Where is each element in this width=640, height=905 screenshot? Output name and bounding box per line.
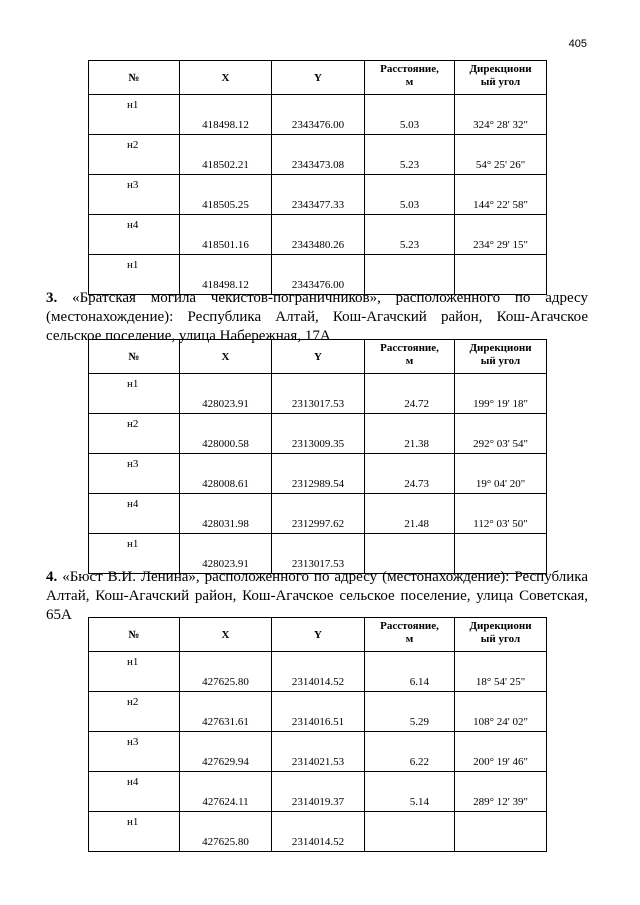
direction-angle-cell: 200° 19' 46" <box>455 732 547 772</box>
distance-cell: 5.29 <box>365 692 455 732</box>
x-coordinate-cell: 428000.58 <box>180 414 272 454</box>
distance-cell: 5.03 <box>365 95 455 135</box>
x-coordinate-cell: 418505.25 <box>180 175 272 215</box>
header-distance: Расстояние, м <box>365 61 455 95</box>
header-number: № <box>89 340 180 374</box>
table-row <box>89 494 547 534</box>
table-header-row <box>89 340 547 374</box>
point-number-cell: н1 <box>89 652 180 692</box>
table-header-row <box>89 61 547 95</box>
section-4-number: 4. <box>46 569 58 585</box>
header-y: Y <box>272 618 365 652</box>
direction-angle-cell: 112° 03' 50" <box>455 494 547 534</box>
distance-cell: 6.22 <box>365 732 455 772</box>
distance-cell: 21.48 <box>365 494 455 534</box>
point-number-cell: н2 <box>89 135 180 175</box>
header-x: X <box>180 618 272 652</box>
direction-angle-cell: 54° 25' 26" <box>455 135 547 175</box>
table-row <box>89 692 547 732</box>
direction-angle-cell: 18° 54' 25" <box>455 652 547 692</box>
header-angle: Дирекциони ый угол <box>455 61 547 95</box>
header-angle: Дирекциони ый угол <box>455 340 547 374</box>
x-coordinate-cell: 428031.98 <box>180 494 272 534</box>
point-number-cell: н3 <box>89 175 180 215</box>
distance-cell: 24.73 <box>365 454 455 494</box>
y-coordinate-cell: 2313009.35 <box>272 414 365 454</box>
y-coordinate-cell: 2343477.33 <box>272 175 365 215</box>
table-row <box>89 454 547 494</box>
header-x: X <box>180 340 272 374</box>
header-angle: Дирекциони ый угол <box>455 618 547 652</box>
table-row <box>89 215 547 255</box>
distance-cell: 5.14 <box>365 772 455 812</box>
x-coordinate-cell: 418498.12 <box>180 95 272 135</box>
direction-angle-cell: 108° 24' 02" <box>455 692 547 732</box>
coordinates-table-1 <box>88 60 547 295</box>
direction-angle-cell: 234° 29' 15" <box>455 215 547 255</box>
y-coordinate-cell: 2314019.37 <box>272 772 365 812</box>
point-number-cell: н4 <box>89 494 180 534</box>
y-coordinate-cell: 2312989.54 <box>272 454 365 494</box>
x-coordinate-cell: 427631.61 <box>180 692 272 732</box>
coordinates-table-2 <box>88 339 547 574</box>
section-4-text: «Бюст В.И. Ленина», расположенного по адресу (местонахождение): Республика Алтай, Кош-Агачский район, Кош-Агачское сельское поселение, улица Советская, 65А <box>46 569 589 623</box>
distance-cell: 5.23 <box>365 135 455 175</box>
section-3-number: 3. <box>46 290 58 306</box>
header-distance: Расстояние, м <box>365 618 455 652</box>
header-number: № <box>89 61 180 95</box>
x-coordinate-cell: 418501.16 <box>180 215 272 255</box>
distance-cell: 21.38 <box>365 414 455 454</box>
page-number: 405 <box>568 38 587 50</box>
point-number-cell: н2 <box>89 692 180 732</box>
x-coordinate-cell: 428023.91 <box>180 374 272 414</box>
table-row <box>89 414 547 454</box>
x-coordinate-cell: 418498.12 <box>180 255 272 295</box>
table-row <box>89 732 547 772</box>
table-header-row <box>89 618 547 652</box>
y-coordinate-cell: 2314014.52 <box>272 812 365 852</box>
distance-cell: 5.03 <box>365 175 455 215</box>
point-number-cell: н4 <box>89 215 180 255</box>
direction-angle-cell: 292° 03' 54" <box>455 414 547 454</box>
x-coordinate-cell: 428023.91 <box>180 534 272 574</box>
y-coordinate-cell: 2314021.53 <box>272 732 365 772</box>
point-number-cell: н3 <box>89 732 180 772</box>
table-row <box>89 652 547 692</box>
section-3-text: «Братская могила чекистов-пограничников», расположенного по адресу (местонахождение): Республика Алтай, Кош-Агачский район, Кош-Агачское сельское поселение, улица Набережная, 17А <box>46 290 588 344</box>
x-coordinate-cell: 427624.11 <box>180 772 272 812</box>
point-number-cell: н1 <box>89 812 180 852</box>
direction-angle-cell <box>455 812 547 852</box>
x-coordinate-cell: 427625.80 <box>180 652 272 692</box>
distance-cell: 5.23 <box>365 215 455 255</box>
header-y: Y <box>272 61 365 95</box>
coordinates-table-3 <box>88 617 547 852</box>
table-row <box>89 135 547 175</box>
x-coordinate-cell: 418502.21 <box>180 135 272 175</box>
direction-angle-cell: 144° 22' 58" <box>455 175 547 215</box>
x-coordinate-cell: 427625.80 <box>180 812 272 852</box>
y-coordinate-cell: 2343476.00 <box>272 255 365 295</box>
header-number: № <box>89 618 180 652</box>
y-coordinate-cell: 2313017.53 <box>272 534 365 574</box>
distance-cell: 24.72 <box>365 374 455 414</box>
y-coordinate-cell: 2343473.08 <box>272 135 365 175</box>
header-x: X <box>180 61 272 95</box>
table-row <box>89 175 547 215</box>
section-3-paragraph <box>46 289 588 346</box>
direction-angle-cell: 324° 28' 32" <box>455 95 547 135</box>
direction-angle-cell: 19° 04' 20" <box>455 454 547 494</box>
table-row <box>89 374 547 414</box>
header-distance: Расстояние, м <box>365 340 455 374</box>
header-y: Y <box>272 340 365 374</box>
table-row <box>89 812 547 852</box>
direction-angle-cell: 289° 12' 39" <box>455 772 547 812</box>
y-coordinate-cell: 2343480.26 <box>272 215 365 255</box>
point-number-cell: н4 <box>89 772 180 812</box>
point-number-cell: н1 <box>89 95 180 135</box>
point-number-cell: н1 <box>89 374 180 414</box>
distance-cell <box>365 812 455 852</box>
y-coordinate-cell: 2312997.62 <box>272 494 365 534</box>
x-coordinate-cell: 428008.61 <box>180 454 272 494</box>
point-number-cell: н1 <box>89 255 180 295</box>
x-coordinate-cell: 427629.94 <box>180 732 272 772</box>
point-number-cell: н3 <box>89 454 180 494</box>
direction-angle-cell: 199° 19' 18" <box>455 374 547 414</box>
point-number-cell: н1 <box>89 534 180 574</box>
y-coordinate-cell: 2343476.00 <box>272 95 365 135</box>
table-row <box>89 95 547 135</box>
y-coordinate-cell: 2313017.53 <box>272 374 365 414</box>
y-coordinate-cell: 2314014.52 <box>272 652 365 692</box>
point-number-cell: н2 <box>89 414 180 454</box>
y-coordinate-cell: 2314016.51 <box>272 692 365 732</box>
table-row <box>89 772 547 812</box>
distance-cell: 6.14 <box>365 652 455 692</box>
